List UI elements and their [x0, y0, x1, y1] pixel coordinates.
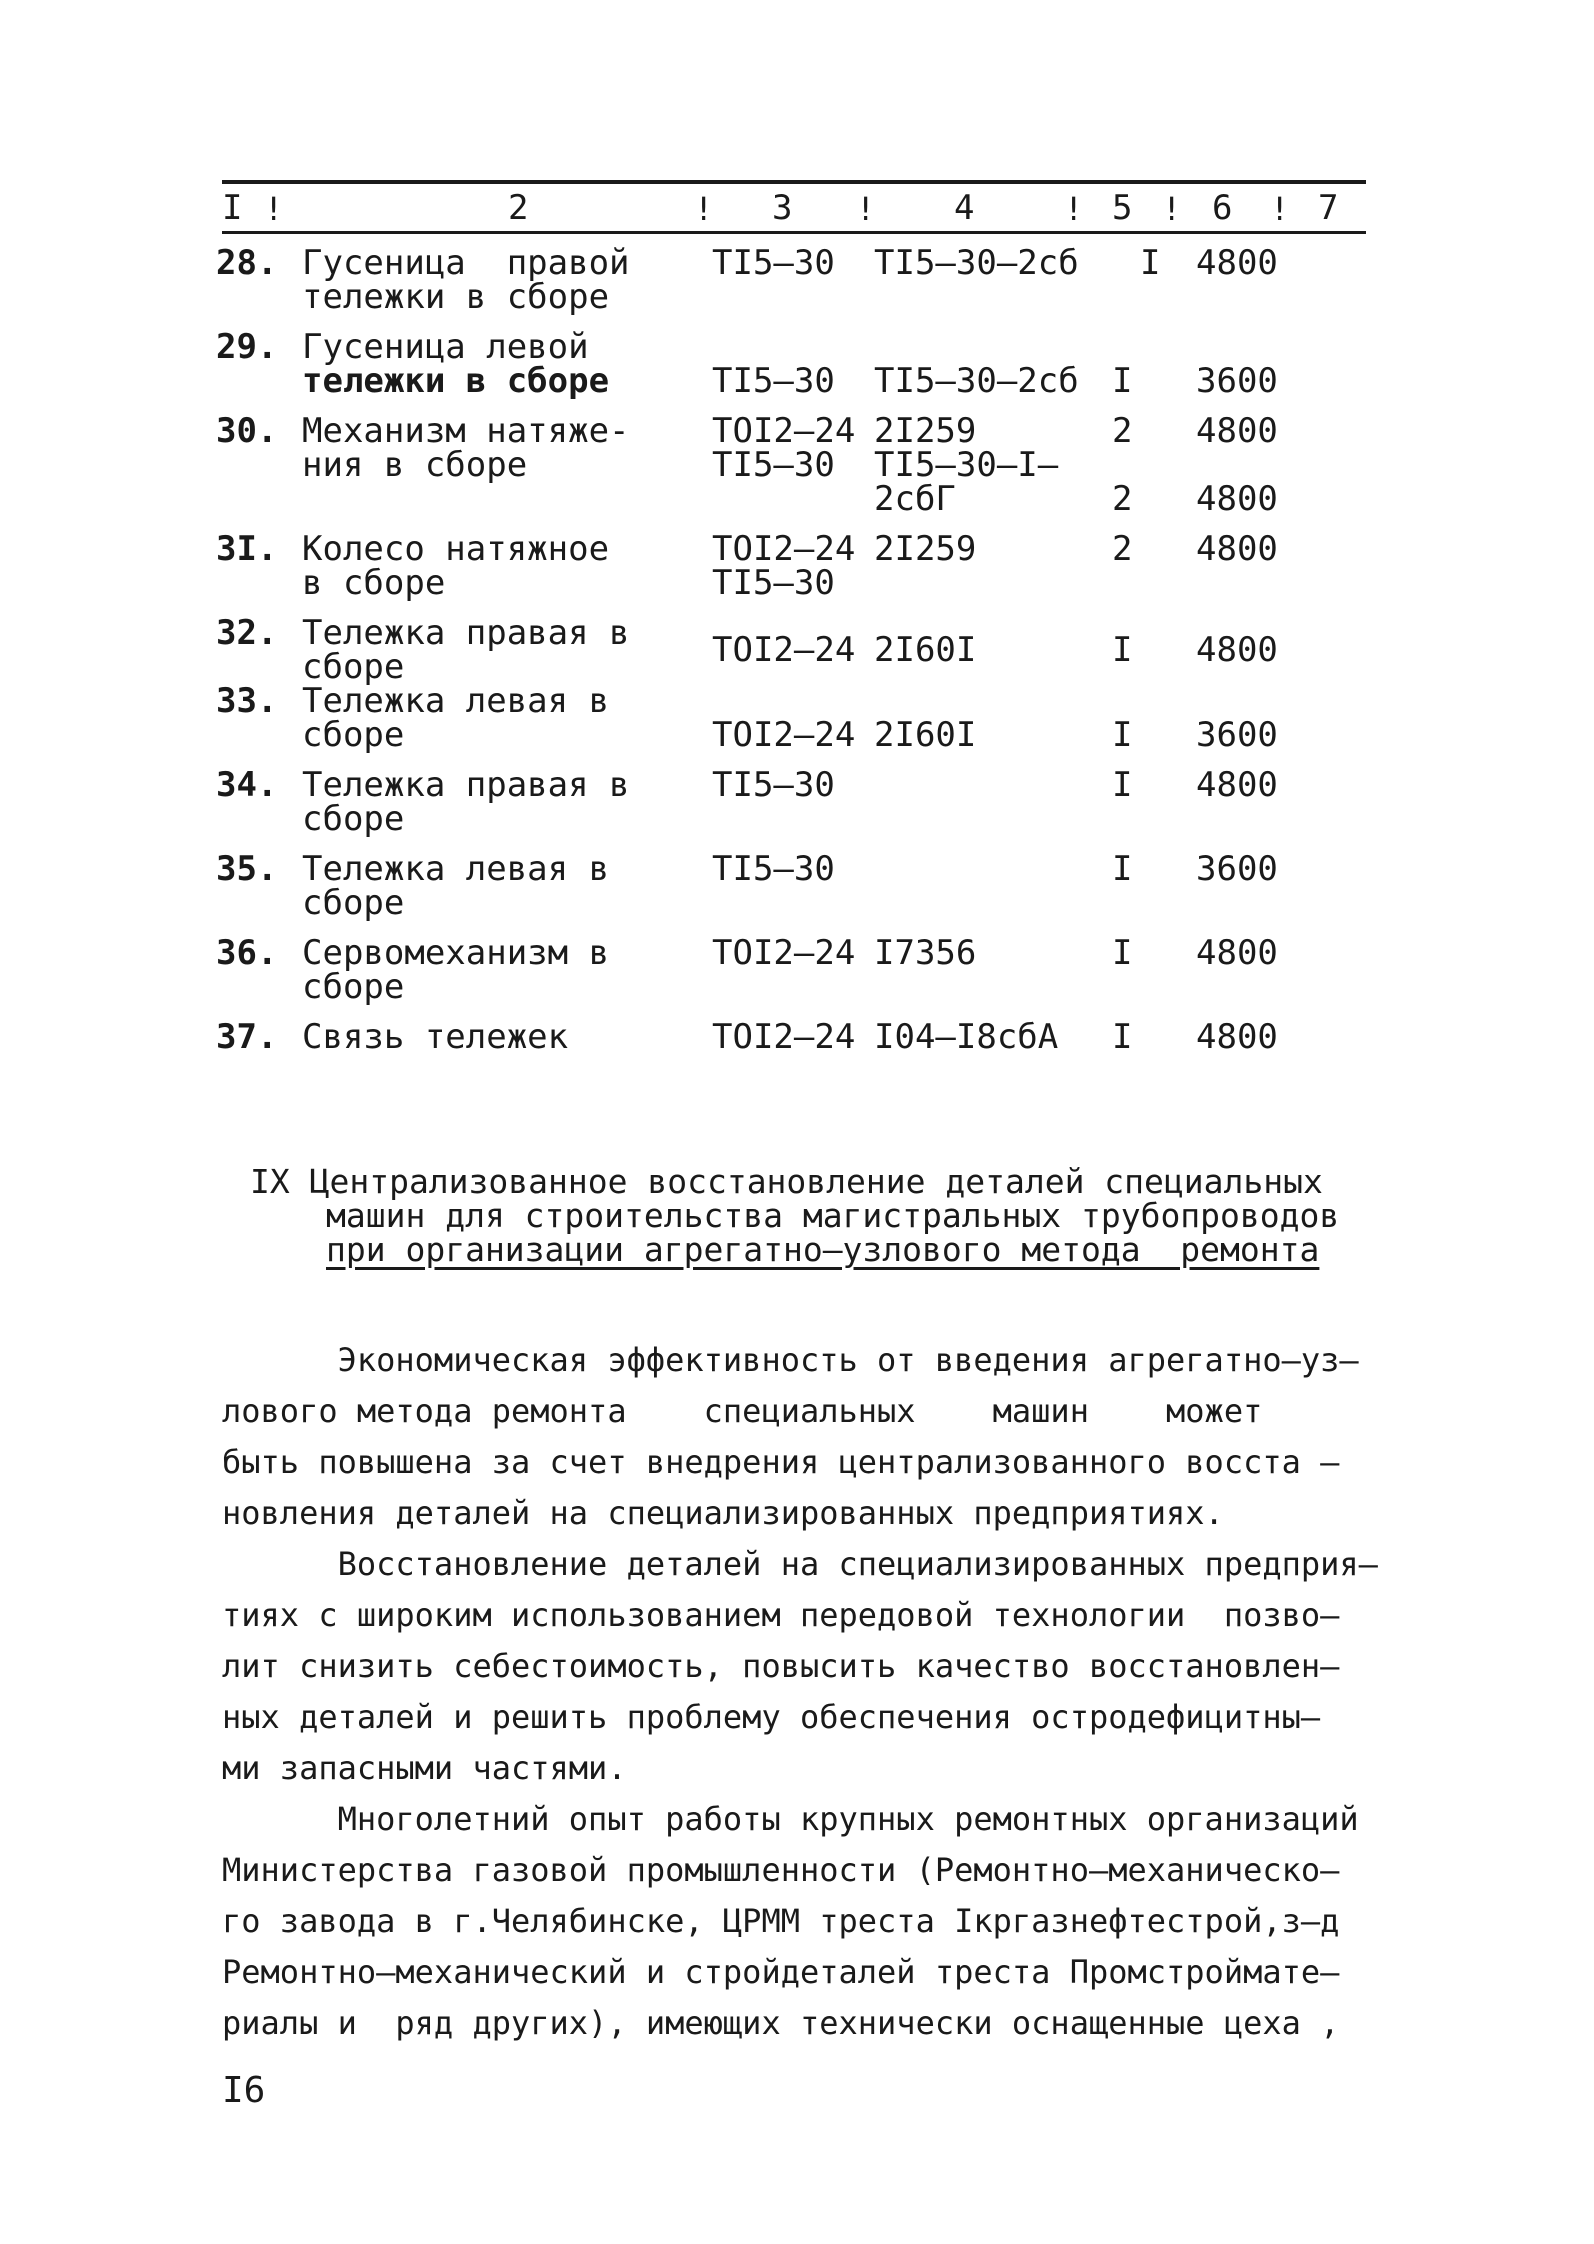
row-number: 32.: [216, 613, 278, 653]
row-col5: I: [1112, 715, 1133, 755]
row-col5: I: [1112, 933, 1133, 973]
header-separator: !: [856, 190, 876, 228]
section-heading: [250, 1162, 1340, 1269]
section-heading-line: IX Централизованное восстановление деталей специальных: [250, 1162, 1323, 1201]
paragraph: [222, 1539, 1382, 1794]
paragraph: [222, 1794, 1382, 2049]
row-col3: TI5–30: [712, 849, 835, 889]
row-number: 36.: [216, 933, 278, 973]
text-line: го завода в г.Челябинске, ЦРММ треста Iкргазнефтестрой,з–д: [222, 1902, 1340, 1940]
header-separator: !: [264, 190, 284, 228]
row-col6: 4800: [1196, 529, 1278, 569]
table-top-rule: [222, 180, 1366, 184]
row-col3: TI5–30: [712, 765, 835, 805]
row-col6: 3600: [1196, 361, 1278, 401]
row-col3: TOI2–24: [712, 933, 856, 973]
text-line: Восстановление деталей на специализированных предприя–: [222, 1545, 1378, 1583]
row-col5: I: [1112, 361, 1133, 401]
row-col4: TI5–30–2сб: [874, 243, 1079, 283]
row-col3: TI5–30: [712, 445, 835, 485]
row-name-line: Тележка правая в: [302, 613, 630, 653]
row-number: 33.: [216, 681, 278, 721]
row-col3: TOI2–24: [712, 411, 856, 451]
row-col4: 2I259: [874, 529, 977, 569]
header-separator: !: [1162, 190, 1182, 228]
text-line: ми запасными частями.: [222, 1749, 627, 1787]
row-col4: I04–I8сбА: [874, 1017, 1059, 1057]
row-col5: 2: [1112, 411, 1133, 451]
row-col5: 2: [1112, 479, 1133, 519]
row-name-line: Связь тележек: [302, 1017, 569, 1057]
header-col-3: 3: [772, 188, 793, 228]
row-name-line: Тележка правая в: [302, 765, 630, 805]
section-heading-line: при организации агрегатно–узлового метода ремонта: [326, 1230, 1320, 1269]
row-col4: 2I60I: [874, 715, 977, 755]
text-line: лит снизить себестоимость, повысить качество восстановлен–: [222, 1647, 1340, 1685]
row-col6: 4800: [1196, 243, 1278, 283]
row-number: 35.: [216, 849, 278, 889]
header-separator: !: [694, 190, 714, 228]
row-name-line: сборе: [302, 647, 405, 687]
row-col5: I: [1112, 765, 1133, 805]
row-col4: TI5–30–I–: [874, 445, 1059, 485]
row-col3: TOI2–24: [712, 1017, 856, 1057]
header-col-6: 6: [1212, 188, 1233, 228]
row-number: 29.: [216, 327, 278, 367]
header-col-2: 2: [508, 188, 529, 228]
body-text: [222, 1335, 1382, 2049]
row-name-line: сборе: [302, 883, 405, 923]
row-name-line: Механизм натяже-: [302, 411, 630, 451]
row-col3: TI5–30: [712, 243, 835, 283]
row-name-line: Тележка левая в: [302, 849, 610, 889]
text-line: Ремонтно–механический и стройдеталей треста Промстроймате–: [222, 1953, 1340, 1991]
row-number: 28.: [216, 243, 278, 283]
header-col-7: 7: [1318, 188, 1339, 228]
row-name-line: сборе: [302, 967, 405, 1007]
row-name-line: Сервомеханизм в: [302, 933, 610, 973]
text-line: тиях с широким использованием передовой технологии позво–: [222, 1596, 1340, 1634]
row-number: 34.: [216, 765, 278, 805]
row-col6: 4800: [1196, 630, 1278, 670]
row-name-line: сборе: [302, 715, 405, 755]
row-col6: 4800: [1196, 411, 1278, 451]
text-line: Экономическая эффективность от введения агрегатно–уз–: [222, 1341, 1359, 1379]
row-col6: 4800: [1196, 765, 1278, 805]
text-line: ных деталей и решить проблему обеспечения остродефицитны–: [222, 1698, 1321, 1736]
page-number: I6: [222, 2070, 266, 2111]
text-line: Министерства газовой промышленности (Ремонтно–механическо–: [222, 1851, 1340, 1889]
text-line: быть повышена за счет внедрения централизованного восста –: [222, 1443, 1340, 1481]
row-col6: 3600: [1196, 715, 1278, 755]
row-name-line: сборе: [302, 799, 405, 839]
header-col-1: I: [222, 188, 243, 228]
row-col3: TI5–30: [712, 361, 835, 401]
header-separator: !: [1270, 190, 1290, 228]
text-line: новления деталей на специализированных предприятиях.: [222, 1494, 1224, 1532]
row-name-line: ния в сборе: [302, 445, 528, 485]
text-line: риалы и ряд других), имеющих технически оснащенные цеха ,: [222, 2004, 1340, 2042]
header-separator: !: [1064, 190, 1084, 228]
text-line: Многолетний опыт работы крупных ремонтных организаций: [222, 1800, 1359, 1838]
header-col-4: 4: [954, 188, 975, 228]
header-col-5: 5: [1112, 188, 1133, 228]
row-col3: TOI2–24: [712, 630, 856, 670]
row-name-line: в сборе: [302, 563, 446, 603]
row-col6: 4800: [1196, 933, 1278, 973]
row-name-line: Тележка левая в: [302, 681, 610, 721]
row-number: 3I.: [216, 529, 278, 569]
row-col4: 2I259: [874, 411, 977, 451]
row-name-line: тележки в сборе: [302, 361, 610, 401]
text-line: лового метода ремонта специальных машин может: [222, 1392, 1263, 1430]
row-col4: I7356: [874, 933, 977, 973]
row-col3: TI5–30: [712, 563, 835, 603]
row-col4: 2I60I: [874, 630, 977, 670]
row-col3: TOI2–24: [712, 529, 856, 569]
row-name-line: Гусеница левой: [302, 327, 589, 367]
row-col6: 3600: [1196, 849, 1278, 889]
row-col3: TOI2–24: [712, 715, 856, 755]
row-number: 30.: [216, 411, 278, 451]
row-col5: I: [1140, 243, 1161, 283]
section-heading-line: машин для строительства магистральных трубопроводов: [326, 1196, 1340, 1235]
row-name-line: тележки в сборе: [302, 277, 610, 317]
row-col5: I: [1112, 849, 1133, 889]
row-number: 37.: [216, 1017, 278, 1057]
paragraph: [222, 1335, 1382, 1539]
row-col6: 4800: [1196, 1017, 1278, 1057]
row-col4: TI5–30–2сб: [874, 361, 1079, 401]
row-col5: 2: [1112, 529, 1133, 569]
row-col5: I: [1112, 630, 1133, 670]
table-header-rule: [222, 231, 1366, 234]
row-name-line: Колесо натяжное: [302, 529, 610, 569]
row-name-line: Гусеница правой: [302, 243, 630, 283]
row-col4: 2сбГ: [874, 479, 956, 519]
row-col6: 4800: [1196, 479, 1278, 519]
row-col5: I: [1112, 1017, 1133, 1057]
